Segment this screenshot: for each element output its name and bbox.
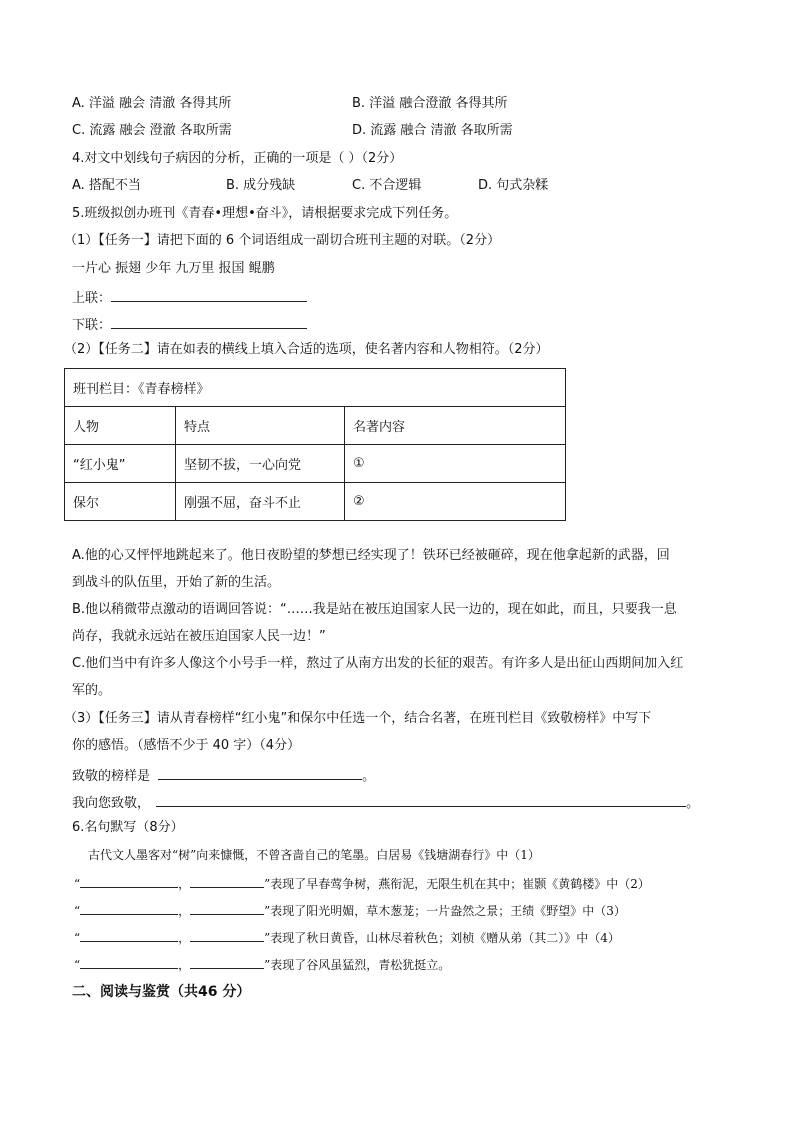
verse-blank-1b[interactable]	[190, 873, 264, 888]
table-title-row	[65, 369, 566, 407]
q5-stem: 5.班级拟创办班刊《青春•理想•奋斗》，请根据要求完成下列任务。	[72, 206, 458, 221]
cell-person: 保尔	[65, 483, 176, 521]
q3-option-c: C. 流露 融会 澄澈 各取所需	[72, 123, 232, 138]
salute-row	[72, 792, 699, 813]
cell-content-blank[interactable]: ①	[345, 445, 566, 483]
upper-couplet-row	[72, 287, 307, 308]
q6-line3	[74, 927, 620, 947]
header-content: 名著内容	[345, 407, 566, 445]
model-end: 。	[362, 769, 376, 784]
table-row	[65, 445, 566, 483]
q4-option-b: B. 成分残缺	[226, 178, 296, 193]
role-model-table	[64, 368, 566, 521]
q6-line2-end: ”表现了阳光明媚，草木葱茏；一片盎然之景；王绩《野望》中（3）	[264, 904, 626, 918]
upper-couplet-label: 上联：	[72, 291, 112, 306]
q5-task3-line2: 你的感悟。（感悟不少于 40 字）（4分）	[72, 738, 301, 753]
q5-task3-line1: （3）【任务三】请从青春榜样“红小鬼”和保尔中任选一个，结合名著，在班刊栏目《致敬榜样》中写下	[64, 711, 652, 726]
q6-stem: 6.名句默写（8分）	[72, 820, 184, 835]
comma: ，	[178, 958, 191, 972]
salute-label: 我向您致敬，	[72, 796, 151, 811]
q6-line1	[74, 873, 650, 893]
header-person: 人物	[65, 407, 176, 445]
option-b-line1: B.他以稍微带点激动的语调回答说：“……我是站在被压迫国家人民一边的，现在如此，而且，只要我一息	[72, 602, 677, 617]
q4-option-a: A. 搭配不当	[72, 178, 141, 193]
lower-couplet-row	[72, 314, 307, 335]
comma: ，	[178, 877, 191, 891]
option-c-line1: C.他们当中有许多人像这个小号手一样，熬过了从南方出发的长征的艰苦。有许多人是出征山西期间加入红	[72, 656, 684, 671]
q3-option-a: A. 洋溢 融会 清澈 各得其所	[72, 96, 232, 111]
cell-content-blank[interactable]: ②	[345, 483, 566, 521]
salute-blank[interactable]	[156, 792, 686, 807]
salute-end: 。	[686, 796, 700, 811]
option-a-line2: 到战斗的队伍里，开始了新的生活。	[72, 575, 281, 590]
comma: ，	[178, 904, 191, 918]
quote-open: “	[74, 958, 81, 972]
option-a-line1: A.他的心又怦怦地跳起来了。他日夜盼望的梦想已经实现了！铁环已经被砸碎，现在他拿起新的武器，回	[72, 548, 670, 563]
q6-line4-end: ”表现了谷风虽猛烈，青松犹挺立。	[264, 958, 451, 972]
model-blank[interactable]	[158, 765, 362, 780]
q4-option-d: D. 句式杂糅	[478, 178, 549, 193]
q6-line2	[74, 900, 626, 920]
header-trait: 特点	[176, 407, 345, 445]
cell-person: “红小鬼”	[65, 445, 176, 483]
section-2-heading: 二、阅读与鉴赏（共46 分）	[72, 984, 251, 1000]
q3-option-d: D. 流露 融合 清澈 各取所需	[352, 123, 513, 138]
q6-intro: 古代文人墨客对“树”向来慷慨，不曾吝啬自己的笔墨。白居易《钱塘湖春行》中（1）	[88, 848, 540, 862]
verse-blank-1a[interactable]	[80, 873, 178, 888]
model-row	[72, 765, 375, 786]
quote-open: “	[74, 877, 81, 891]
cell-trait: 坚韧不拔，一心向党	[176, 445, 345, 483]
table-header-row	[65, 407, 566, 445]
cell-trait: 刚强不屈，奋斗不止	[176, 483, 345, 521]
option-b-line2: 尚存，我就永远站在被压迫国家人民一边！”	[72, 629, 326, 644]
verse-blank-3a[interactable]	[80, 927, 178, 942]
q5-task1: （1）【任务一】请把下面的 6 个词语组成一副切合班刊主题的对联。（2分）	[64, 233, 501, 248]
option-c-line2: 军的。	[72, 683, 112, 698]
q6-line1-end: ”表现了早春莺争树，燕衔泥，无限生机在其中；崔颢《黄鹤楼》中（2）	[264, 877, 650, 891]
table-row	[65, 483, 566, 521]
quote-open: “	[74, 904, 81, 918]
q4-stem: 4.对文中划线句子病因的分析，正确的一项是（ ）（2分）	[72, 151, 403, 166]
q6-line3-end: ”表现了秋日黄昏，山林尽着秋色；刘桢《赠从弟（其二）》中（4）	[264, 931, 620, 945]
q6-line4	[74, 954, 450, 974]
verse-blank-3b[interactable]	[190, 927, 264, 942]
verse-blank-2a[interactable]	[80, 900, 178, 915]
q5-task2: （2）【任务二】请在如表的横线上填入合适的选项，使名著内容和人物相符。（2分）	[64, 342, 549, 357]
verse-blank-4a[interactable]	[80, 954, 178, 969]
q4-option-c: C. 不合逻辑	[352, 178, 422, 193]
verse-blank-2b[interactable]	[190, 900, 264, 915]
verse-blank-4b[interactable]	[190, 954, 264, 969]
quote-open: “	[74, 931, 81, 945]
comma: ，	[178, 931, 191, 945]
q3-option-b: B. 洋溢 融合澄澈 各得其所	[352, 96, 508, 111]
lower-couplet-label: 下联：	[72, 318, 112, 333]
upper-couplet-blank[interactable]	[111, 287, 307, 302]
model-label: 致敬的榜样是	[72, 769, 151, 784]
q5-words: 一片心 振翅 少年 九万里 报国 鲲鹏	[72, 261, 275, 276]
lower-couplet-blank[interactable]	[111, 314, 307, 329]
table-title: 班刊栏目：《青春榜样》	[65, 369, 566, 407]
